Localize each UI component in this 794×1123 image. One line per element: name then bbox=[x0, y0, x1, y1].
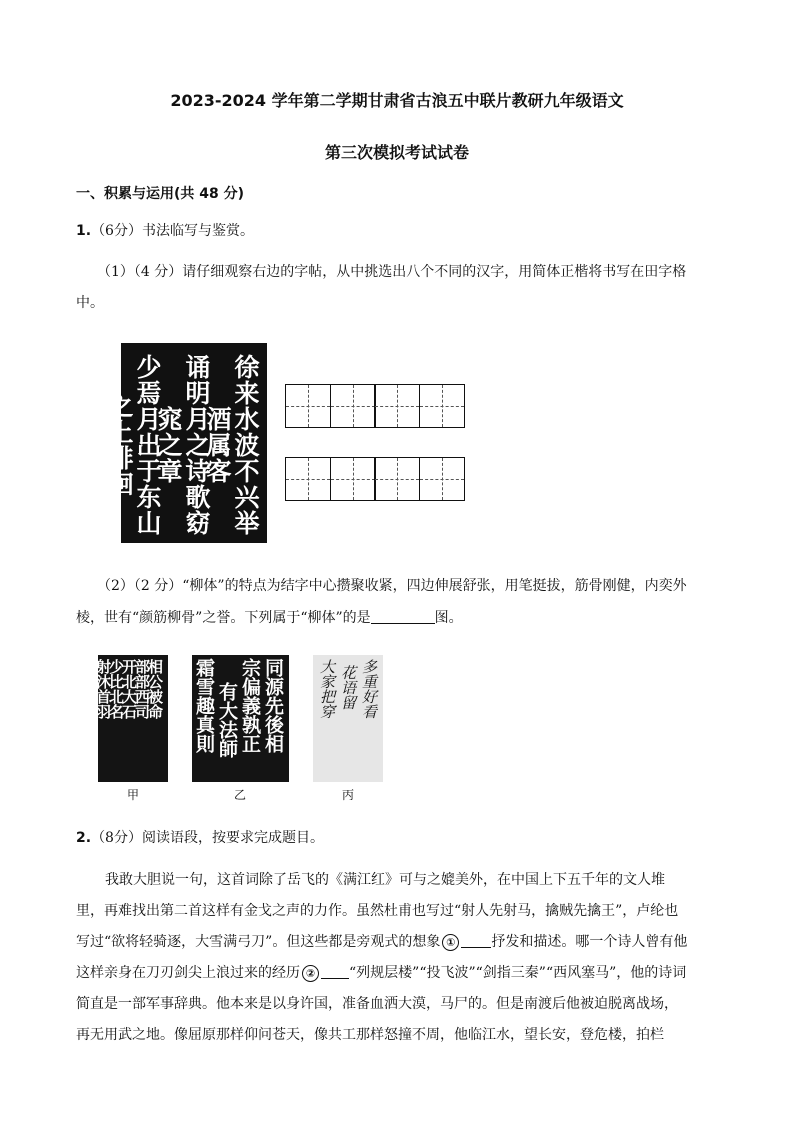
q1-sub2-line1: （2）（2 分）“柳体”的特点为结字中心攒聚收紧，四边伸展舒张，用笔挺拔，筋骨刚健，内奕外 bbox=[97, 578, 687, 594]
question-number: 1. bbox=[76, 223, 92, 239]
grid-cell[interactable] bbox=[285, 457, 331, 501]
q1-sub1-line2: 中。 bbox=[76, 295, 104, 311]
grid-cell[interactable] bbox=[374, 384, 420, 428]
q1-sub2-text: 棱，世有“颜筋柳骨”之誉。下列属于“柳体”的是 bbox=[76, 610, 371, 626]
sample-text-column: 部部西司 bbox=[133, 659, 151, 719]
grid-cell[interactable] bbox=[419, 457, 465, 501]
paragraph-line: 里，再难找出第二首这样有金戈之声的力作。虽然杜甫也写过“射人先射马，擒贼先擒王”，卢纶也 bbox=[76, 903, 679, 919]
sample-text-column: 多重好看 bbox=[360, 659, 378, 719]
tianzige-grid-row-1[interactable] bbox=[285, 384, 465, 428]
paragraph-line: 再无用武之地。像屈原那样仰问苍天，像共工那样怒撞不周，他临江水，望长安，登危楼，拍栏 bbox=[76, 1027, 664, 1043]
sample-text-column: 宗偏義孰正 bbox=[239, 658, 261, 753]
caption-bing: 丙 bbox=[341, 788, 354, 802]
question-2 bbox=[76, 827, 324, 847]
rubbing-column: 诵明月之诗歌窈窕之章 bbox=[154, 354, 211, 536]
paragraph-text: 写过“欲将轻骑逐，大雪满弓刀”。但这些都是旁观式的想象 bbox=[76, 934, 441, 950]
sample-text-column: 同源先後相 bbox=[262, 658, 284, 753]
rubbing-column: 少焉月出于东山之上徘徊 bbox=[105, 354, 162, 536]
blank-marker-1: ① bbox=[442, 934, 459, 951]
section-heading: 一、积累与运用(共 48 分) bbox=[76, 186, 245, 202]
q1-sub2-line2 bbox=[76, 607, 463, 627]
grid-cell[interactable] bbox=[419, 384, 465, 428]
answer-blank[interactable] bbox=[321, 964, 349, 979]
question-1 bbox=[76, 220, 254, 240]
grid-cell[interactable] bbox=[330, 384, 376, 428]
paragraph-line bbox=[76, 931, 687, 951]
grid-cell[interactable] bbox=[285, 384, 331, 428]
grid-cell[interactable] bbox=[330, 457, 376, 501]
sample-text-column: 相公被命 bbox=[146, 659, 164, 719]
paragraph-text: 抒发和描述。哪一个诗人曾有他 bbox=[491, 934, 688, 950]
question-text: （6分）书法临写与鉴赏。 bbox=[91, 223, 254, 239]
paragraph-line: 简直是一部军事辞典。他本来是以身许国，准备血洒大漠，马尸的。但是南渡后他被迫脱离战场， bbox=[76, 996, 678, 1012]
tianzige-grid-row-2[interactable] bbox=[285, 457, 465, 501]
blank-marker-2: ② bbox=[302, 965, 319, 982]
sample-image-jia bbox=[94, 655, 168, 782]
title-line-1: 2023-2024 学年第二学期甘肃省古浪五中联片教研九年级语文 bbox=[170, 91, 624, 110]
grid-cell[interactable] bbox=[374, 457, 420, 501]
sample-text-column: 开北大石 bbox=[120, 659, 138, 719]
sample-text-column: 霜雪趣真則 bbox=[193, 658, 215, 753]
caption-yi: 乙 bbox=[233, 788, 246, 802]
paragraph-line bbox=[76, 962, 686, 982]
sample-text-column: 少比北名 bbox=[107, 659, 125, 719]
sample-image-yi bbox=[192, 655, 289, 782]
sample-text-column: 大家把穿 bbox=[318, 659, 336, 719]
rubbing-column: 徐来水波不兴举酒属客 bbox=[203, 354, 260, 536]
question-text: （8分）阅读语段，按要求完成题目。 bbox=[91, 830, 324, 846]
sample-text-column: 花语留 bbox=[339, 665, 357, 710]
caption-jia: 甲 bbox=[126, 788, 139, 802]
answer-blank[interactable] bbox=[371, 609, 435, 624]
sample-text-column: 射沐首羽 bbox=[94, 659, 112, 719]
paragraph-text: 这样亲身在刀刃剑尖上浪过来的经历 bbox=[76, 965, 300, 981]
question-number: 2. bbox=[76, 830, 92, 846]
answer-blank[interactable] bbox=[461, 933, 491, 948]
title-line-2: 第三次模拟考试试卷 bbox=[324, 143, 469, 162]
sample-image-bing bbox=[313, 655, 383, 782]
paragraph-line: 我敢大胆说一句，这首词除了岳飞的《满江红》可与之媲美外，在中国上下五千年的文人堆 bbox=[105, 872, 665, 888]
q1-sub1-line1: （1）（4 分）请仔细观察右边的字帖，从中挑选出八个不同的汉字，用简体正楷将书写在田字格 bbox=[97, 264, 687, 280]
calligraphy-rubbing-image bbox=[105, 343, 267, 543]
paragraph-text: “列规层楼”“投飞波”“剑指三秦”“西风塞马”，他的诗词 bbox=[349, 965, 687, 981]
q1-sub2-text-end: 图。 bbox=[434, 610, 463, 626]
sample-text-column: 有大法師 bbox=[216, 682, 238, 758]
